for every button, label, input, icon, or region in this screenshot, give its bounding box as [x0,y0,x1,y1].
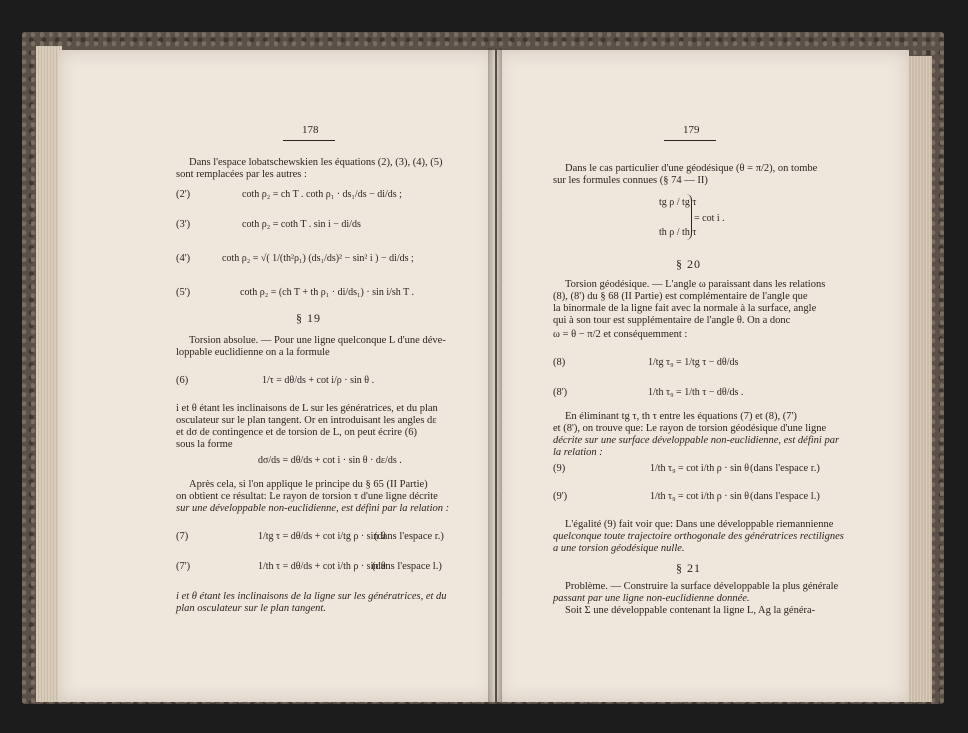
equation-note: (dans l'espace r.) [750,463,820,474]
equation-label: (4') [176,253,191,264]
header-rule [283,140,335,141]
page-number: 179 [683,124,700,136]
equation: tg ρ / tg τ [659,197,697,208]
paragraph-line: plan osculateur sur le plan tangent. [176,603,326,614]
equation: = cot i . [694,213,725,224]
paragraph-line: Soit Σ une développable contenant la ligne L, Ag la généra- [565,605,816,616]
paragraph-line: sont remplacées par les autres : [176,169,307,180]
equation: coth ρ₂ = √( 1/(th²ρ₁) (ds₁/ds)² − sin² i ) − di/ds ; [222,253,414,264]
page-edges-right [906,56,932,702]
paragraph-line: quelconque toute trajectoire orthogonale des génératrices rectilignes [553,531,844,542]
paragraph-line: et dσ de contingence et de torsion de L, on peut écrire (6) [176,427,417,438]
equation: coth ρ₂ = coth T . sin i − di/ds [242,219,361,230]
paragraph-line: En éliminant tg τ, th τ entre les équations (7) et (8), (7') [565,411,797,422]
section-heading: § 19 [296,311,321,325]
paragraph-line: la binormale de la ligne fait avec la normale à la surface, angle [553,303,817,314]
paragraph-line: Torsion absolue. — Pour une ligne quelconque L d'une déve- [189,335,446,346]
equation: 1/th τ₉ = cot i/th ρ · sin θ [650,491,750,502]
paragraph-line: qui à son tour est supplémentaire de l'angle θ. On a donc [553,315,791,326]
equation-label: (5') [176,287,191,298]
brace-icon [686,194,692,240]
paragraph-line: a une torsion géodésique nulle. [553,543,685,554]
paragraph-line: décrite sur une surface développable non-euclidienne, est défini par [553,435,840,446]
page-number: 178 [302,124,319,136]
paragraph-line: la relation : [553,447,603,458]
equation-label: (2') [176,189,191,200]
paragraph-line: loppable euclidienne on a la formule [176,347,330,358]
paragraph-line: passant par une ligne non-euclidienne donnée. [553,593,750,604]
equation-label: (9) [553,463,566,474]
equation: coth ρ₂ = (ch T + th ρ₁ · di/ds₁) · sin i/sh T . [240,287,415,298]
paragraph-line: Après cela, si l'on applique le principe du § 65 (II Partie) [189,479,428,490]
equation-label: (8') [553,387,568,398]
equation: 1/th τ₉ = cot i/th ρ · sin θ [650,463,750,474]
paragraph-line: L'égalité (9) fait voir que: Dans une développable riemannienne [565,519,834,530]
equation: th ρ / th τ [659,227,697,238]
paragraph-line: osculateur sur le plan tangent. Or en introduisant les angles dε [176,415,437,426]
equation-label: (6) [176,375,189,386]
paragraph-line: sur les formules connues (§ 74 — II) [553,175,708,186]
section-heading: § 20 [676,257,701,271]
equation-note: (dans l'espace l.) [372,561,442,572]
equation-label: (7) [176,531,189,542]
equation: coth ρ₂ = ch T . coth ρ₁ · ds₁/ds − di/ds ; [242,189,402,200]
equation: 1/τ = dθ/ds + cot i/ρ · sin θ . [262,375,375,386]
paragraph-line: (8), (8') du § 68 (II Partie) est complémentaire de l'angle que [553,291,808,302]
paragraph-line: sous la forme [176,439,233,450]
paragraph-line: Torsion géodésique. — L'angle ω paraissant dans les relations [565,279,826,290]
equation-note: (dans l'espace l.) [750,491,820,502]
paragraph-line: i et θ étant les inclinaisons de L sur les génératrices, et du plan [176,403,438,414]
section-heading: § 21 [676,561,701,575]
equation-label: (7') [176,561,191,572]
equation-label: (8) [553,357,566,368]
paragraph-line: on obtient ce résultat: Le rayon de torsion τ d'une ligne décrite [176,491,438,502]
paragraph-line: Dans l'espace lobatschewskien les équations (2), (3), (4), (5) [189,157,443,168]
paragraph-line: et (8'), on trouve que: Le rayon de torsion géodésique d'une ligne [553,423,827,434]
paragraph-line: Dans le cas particulier d'une géodésique (θ = π/2), on tombe [565,163,818,174]
paragraph-line: i et θ étant les inclinaisons de la ligne sur les génératrices, et du [176,591,447,602]
equation: 1/th τ = dθ/ds + cot i/th ρ · sin θ [258,561,386,572]
equation: dσ/ds = dθ/ds + cot i · sin θ · dε/ds . [258,455,402,466]
equation: 1/tg τ₉ = 1/tg τ − dθ/ds [648,357,739,368]
paragraph-line: Problème. — Construire la surface développable la plus générale [565,581,839,592]
book-gutter [488,48,502,704]
header-rule [664,140,716,141]
paragraph-line: sur une développable non-euclidienne, est défini par la relation : [176,503,450,514]
equation-label: (9') [553,491,568,502]
equation: 1/th τ₉ = 1/th τ − dθ/ds . [648,387,744,398]
equation-label: (3') [176,219,191,230]
equation: 1/tg τ = dθ/ds + cot i/tg ρ · sin θ [258,531,386,542]
equation-note: (dans l'espace r.) [374,531,444,542]
paragraph-line: ω = θ − π/2 et conséquemment : [553,329,688,340]
